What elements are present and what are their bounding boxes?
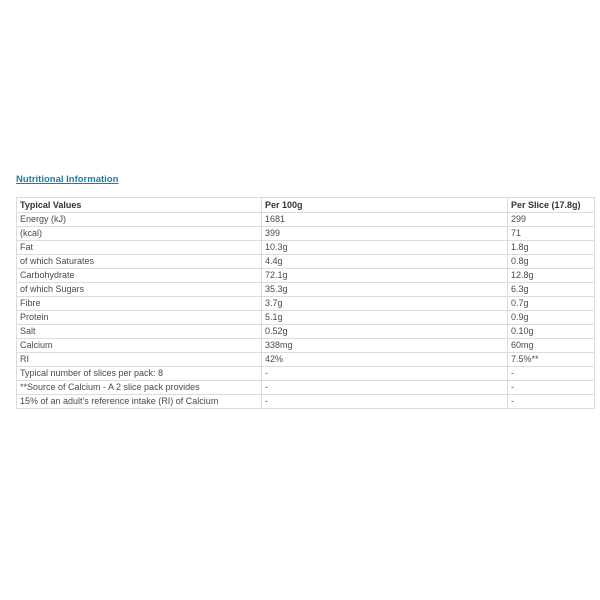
per-slice-value: 6.3g	[508, 283, 595, 297]
per-slice-value: -	[508, 395, 595, 409]
per-100g-value: 5.1g	[262, 311, 508, 325]
per-100g-value: -	[262, 395, 508, 409]
header-per-slice: Per Slice (17.8g)	[508, 198, 595, 213]
row-label: Energy (kJ)	[17, 213, 262, 227]
per-slice-value: 0.8g	[508, 255, 595, 269]
table-row	[17, 395, 595, 409]
per-100g-value: 399	[262, 227, 508, 241]
per-slice-value: 60mg	[508, 339, 595, 353]
per-100g-value: 3.7g	[262, 297, 508, 311]
row-label: Calcium	[17, 339, 262, 353]
row-label: **Source of Calcium - A 2 slice pack provides	[17, 381, 262, 395]
header-typical-values: Typical Values	[17, 198, 262, 213]
table-row	[17, 325, 595, 339]
per-slice-value: 71	[508, 227, 595, 241]
row-label: of which Sugars	[17, 283, 262, 297]
table-header-row	[17, 198, 595, 213]
row-label: 15% of an adult's reference intake (RI) of Calcium	[17, 395, 262, 409]
per-100g-value: 35.3g	[262, 283, 508, 297]
table-row	[17, 213, 595, 227]
table-row	[17, 367, 595, 381]
per-100g-value: 4.4g	[262, 255, 508, 269]
per-slice-value: 299	[508, 213, 595, 227]
per-slice-value: 0.9g	[508, 311, 595, 325]
nutritional-information-link[interactable]: Nutritional Information	[16, 174, 119, 185]
per-slice-value: 0.7g	[508, 297, 595, 311]
per-100g-value: 10.3g	[262, 241, 508, 255]
table-row	[17, 283, 595, 297]
per-100g-value: -	[262, 367, 508, 381]
per-100g-value: 1681	[262, 213, 508, 227]
row-label: Fibre	[17, 297, 262, 311]
per-slice-value: -	[508, 367, 595, 381]
per-100g-value: 0.52g	[262, 325, 508, 339]
row-label: RI	[17, 353, 262, 367]
nutrition-table	[16, 197, 595, 409]
row-label: of which Saturates	[17, 255, 262, 269]
header-per-100g: Per 100g	[262, 198, 508, 213]
table-row	[17, 255, 595, 269]
table-row	[17, 297, 595, 311]
row-label: Fat	[17, 241, 262, 255]
table-row	[17, 339, 595, 353]
per-100g-value: 72.1g	[262, 269, 508, 283]
row-label: Salt	[17, 325, 262, 339]
per-100g-value: -	[262, 381, 508, 395]
table-row	[17, 311, 595, 325]
row-label: (kcal)	[17, 227, 262, 241]
per-100g-value: 42%	[262, 353, 508, 367]
row-label: Protein	[17, 311, 262, 325]
row-label: Carbohydrate	[17, 269, 262, 283]
table-row	[17, 269, 595, 283]
per-slice-value: 1.8g	[508, 241, 595, 255]
table-row	[17, 227, 595, 241]
per-slice-value: 0.10g	[508, 325, 595, 339]
per-slice-value: -	[508, 381, 595, 395]
row-label: Typical number of slices per pack: 8	[17, 367, 262, 381]
table-row	[17, 353, 595, 367]
table-row	[17, 381, 595, 395]
per-slice-value: 12.8g	[508, 269, 595, 283]
table-row	[17, 241, 595, 255]
per-slice-value: 7.5%**	[508, 353, 595, 367]
per-100g-value: 338mg	[262, 339, 508, 353]
